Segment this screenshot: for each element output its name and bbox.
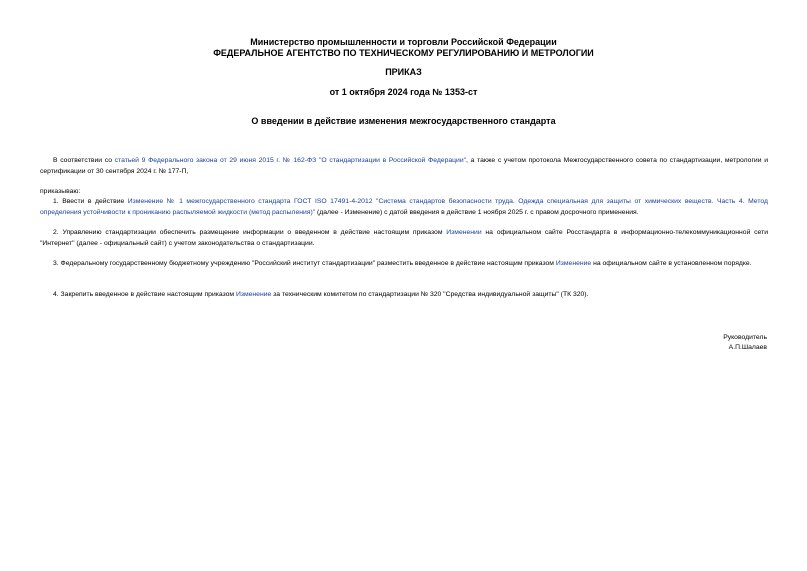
order-word: приказываю: [40, 188, 81, 195]
item-4-text-before: 4. Закрепить введенное в действие настоящим приказом [53, 291, 236, 298]
preamble-paragraph [40, 156, 768, 177]
item-4-text-after: за техническим комитетом по стандартизации № 320 "Средства индивидуальной защиты" (ТК 320). [271, 291, 589, 298]
federal-law-link[interactable]: статьей 9 Федерального закона от 29 июня 2015 г. № 162-ФЗ "О стандартизации в Российской Федерации" [114, 157, 467, 164]
signature-name: А.П.Шалаев [728, 344, 767, 351]
item-1-paragraph [40, 197, 768, 218]
preamble-text-after: , а также с учетом протокола Межгосударственного совета по стандартизации, метрологии и сертификации от 30 сентября 2024 г. № 177-П, [40, 157, 768, 175]
date-number: от 1 октября 2024 года № 1353-ст [329, 87, 478, 97]
doc-type: ПРИКАЗ [385, 67, 422, 77]
item-2 [40, 228, 768, 249]
preamble-text-before: В соответствии со [53, 157, 115, 164]
amendment-standard-link[interactable]: Изменение № 1 межгосударственного стандарта ГОСТ ISO 17491-4-2012 "Система стандартов безопасности труда. Одежда специальная для защиты от химических веществ. Часть 4. Метод определения устойчивости к прониканию распыляемой жидкости (метод распыления)" [40, 198, 768, 216]
item-3-paragraph [40, 259, 768, 270]
item-1 [40, 197, 768, 218]
item-4-paragraph [40, 290, 768, 301]
item-2-text-before: 2. Управлению стандартизации обеспечить размещение информации о введенном в действие настоящим приказом [53, 229, 447, 236]
signature-role: Руководитель [723, 334, 767, 341]
item-1-text-before: 1. Ввести в действие [53, 198, 128, 205]
item-3-text-before: 3. Федеральному государственному бюджетному учреждению "Российский институт стандартизации" разместить введенное в действие настоящим приказом [53, 260, 556, 267]
order-subject: О введении в действие изменения межгосударственного стандарта [251, 116, 556, 126]
item-1-text-after: (далее - Изменение) с датой введения в действие 1 ноября 2025 г. с правом досрочного применения. [315, 208, 639, 216]
item-2-amendment-link[interactable]: Изменении [446, 229, 482, 236]
item-3 [40, 259, 768, 270]
item-2-paragraph [40, 228, 768, 249]
item-4 [40, 290, 768, 301]
item-3-amendment-link[interactable]: Изменение [555, 260, 592, 267]
item-2-text-after: на официальном сайте Росстандарта в информационно-телекоммуникационной сети "Интернет" (далее - официальный сайт) с учетом законодательства о стандартизации. [40, 229, 769, 247]
agency-title: ФЕДЕРАЛЬНОЕ АГЕНТСТВО ПО ТЕХНИЧЕСКОМУ РЕГУЛИРОВАНИЮ И МЕТРОЛОГИИ [213, 48, 594, 58]
preamble [40, 156, 768, 177]
item-4-amendment-link[interactable]: Изменение [235, 291, 272, 298]
item-3-text-after: на официальном сайте в установленном порядке. [591, 260, 752, 267]
ministry-title: Министерство промышленности и торговли Российской Федерации [250, 37, 557, 47]
